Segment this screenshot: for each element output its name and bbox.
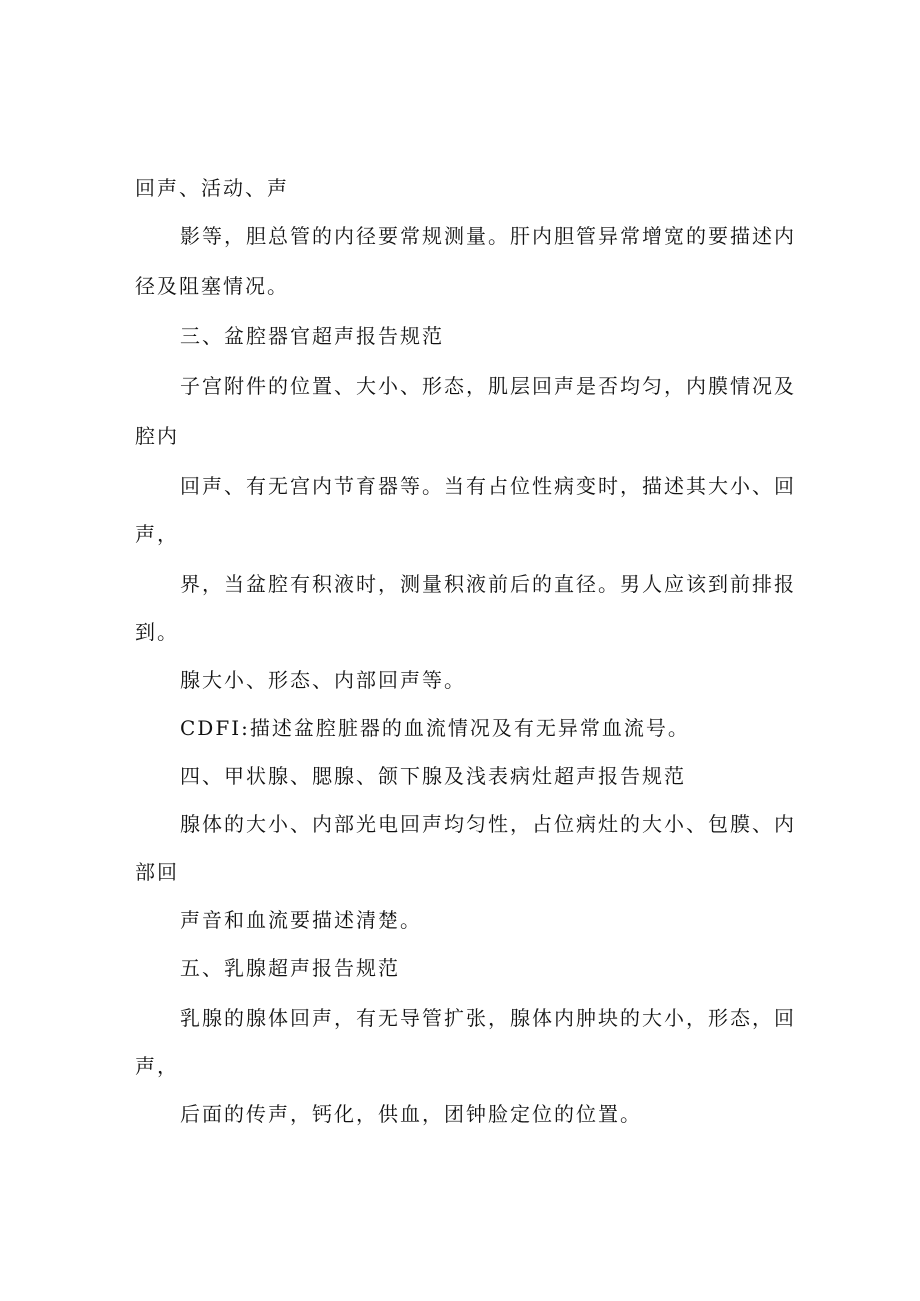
text-line: 后面的传声，钙化，供血，团钟脸定位的位置。 — [180, 1102, 642, 1126]
text-line: 腔内 — [135, 424, 179, 448]
section-heading: 三、盆腔器官超声报告规范 — [180, 324, 444, 348]
text-line: 腺大小、形态、内部回声等。 — [180, 668, 466, 692]
text-line: 界，当盆腔有积液时，测量积液前后的直径。男人应该到前排报 — [180, 572, 796, 596]
text-line: 回声、有无宫内节育器等。当有占位性病变时，描述其大小、回 — [180, 474, 796, 498]
text-line: 腺体的大小、内部光电回声均匀性，占位病灶的大小、包膜、内 — [180, 812, 796, 836]
text-line: 声， — [135, 522, 179, 546]
text-line: 到。 — [135, 620, 179, 644]
text-line: 声音和血流要描述清楚。 — [180, 908, 422, 932]
text-line: 乳腺的腺体回声，有无导管扩张，腺体内肿块的大小，形态，回 — [180, 1006, 796, 1030]
section-heading: 四、甲状腺、腮腺、颌下腺及浅表病灶超声报告规范 — [180, 764, 686, 788]
text-line: 子宫附件的位置、大小、形态，肌层回声是否均匀，内膜情况及 — [180, 374, 796, 398]
text-line: CDFI:描述盆腔脏器的血流情况及有无异常血流号。 — [180, 716, 690, 740]
text-line: 声， — [135, 1054, 179, 1078]
text-line: 部回 — [135, 860, 179, 884]
text-line: 影等，胆总管的内径要常规测量。肝内胆管异常增宽的要描述内 — [180, 224, 796, 248]
text-line: 回声、活动、声 — [135, 176, 289, 200]
section-heading: 五、乳腺超声报告规范 — [180, 956, 400, 980]
text-line: 径及阻塞情况。 — [135, 274, 289, 298]
